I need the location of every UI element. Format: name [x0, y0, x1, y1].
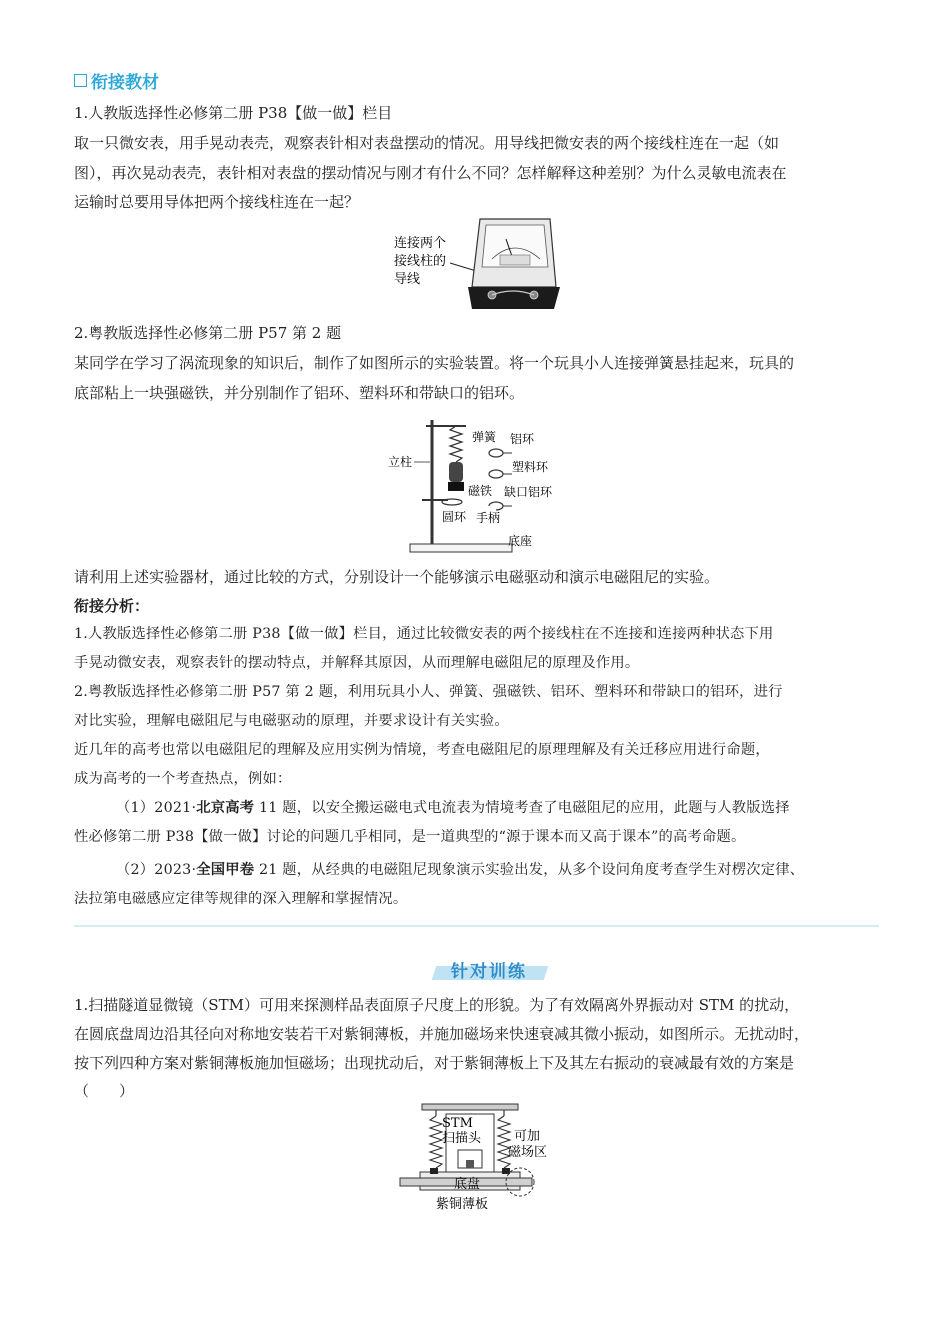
- example-2-line-2: 法拉第电磁感应定律等规律的深入理解和掌握情况。: [74, 891, 408, 907]
- label-disk: 底盘: [454, 1177, 481, 1192]
- analysis-line-6: 成为高考的一个考查热点，例如：: [74, 771, 292, 787]
- example-2-source: 全国甲卷: [196, 862, 255, 878]
- question-1-line-2: 在圆底盘周边沿其径向对称地安装若干对紫铜薄板，并施加磁场来快速衰减其微小振动，如图所示。无扰动时，: [74, 1025, 810, 1043]
- microammeter-figure: [388, 215, 568, 315]
- analysis-line-1: 1.人教版选择性必修第二册 P38【做一做】栏目，通过比较微安表的两个接线柱在不连接和连接两种状态下用: [74, 626, 774, 642]
- analysis-line-4: 对比实验，理解电磁阻尼与电磁驱动的原理，并要求设计有关实验。: [74, 713, 509, 729]
- training-title: 针对训练: [451, 962, 527, 982]
- label-gap-ring: 缺口铝环: [504, 485, 553, 499]
- label-base: 底座: [508, 534, 533, 548]
- label-plastic-ring: 塑料环: [512, 460, 549, 474]
- example-1-line-2: 性必修第二册 P38【做一做】讨论的问题几乎相同，是一道典型的“源于课本而又高于课本”的高考命题。: [74, 829, 746, 845]
- example-2-rest: 21 题，从经典的电磁阻尼现象演示实验出发，从多个设问角度考查学生对楞次定律、: [254, 862, 805, 878]
- item2-line-1: 某同学在学习了涡流现象的知识后，制作了如图所示的实验装置。将一个玩具小人连接弹簧悬挂起来，玩具的: [74, 354, 795, 372]
- analysis-line-2: 手晃动微安表，观察表针的摆动特点，并解释其原因，从而理解电磁阻尼的原理及作用。: [74, 655, 640, 671]
- example-1-line-1: [116, 793, 790, 823]
- section-title: 衔接教材: [91, 73, 159, 93]
- analysis-line-5: 近几年的高考也常以电磁阻尼的理解及应用实例为情境，考查电磁阻尼的原理理解及有关迁移应用进行命题，: [74, 742, 770, 758]
- label-copper-plate: 紫铜薄板: [436, 1197, 489, 1212]
- example-1-source: 北京高考: [196, 800, 255, 816]
- section-divider: [74, 925, 879, 927]
- label-pole: 立柱: [388, 455, 413, 469]
- question-1-line-4: （ ）: [74, 1082, 135, 1100]
- label-magnetic-zone-1: 可加: [514, 1129, 541, 1144]
- label-magnet: 磁铁: [468, 484, 493, 498]
- example-1-rest: 11 题，以安全搬运磁电式电流表为情境考查了电磁阻尼的应用，此题与人教版选择: [254, 800, 790, 816]
- analysis-heading: 衔接分析：: [74, 597, 150, 615]
- example-2-prefix: （2）2023·: [116, 862, 197, 878]
- item1-line-3: 运输时总要用导体把两个接线柱连在一起？: [74, 193, 360, 211]
- section-heading: [74, 68, 159, 93]
- label-al-ring: 铝环: [510, 432, 535, 446]
- spring-magnet-figure: [386, 416, 572, 556]
- training-heading: [430, 956, 548, 984]
- item2-line-2: 底部粘上一块强磁铁，并分别制作了铝环、塑料环和带缺口的铝环。: [74, 384, 525, 402]
- stm-figure: [396, 1102, 556, 1218]
- item2-heading: 2.粤教版选择性必修第二册 P57 第 2 题: [74, 324, 342, 342]
- label-magnetic-zone-2: 磁场区: [508, 1145, 548, 1160]
- example-1-prefix: （1）2021·: [116, 800, 197, 816]
- figure1-label-line-3: 导线: [394, 272, 421, 287]
- analysis-line-3: 2.粤教版选择性必修第二册 P57 第 2 题，利用玩具小人、弹簧、强磁铁、铝环、塑料环和带缺口的铝环，进行: [74, 684, 783, 700]
- label-ring: 圆环: [442, 510, 467, 524]
- example-2-line-1: [116, 855, 804, 885]
- question-1-line-1: 1.扫描隧道显微镜（STM）可用来探测样品表面原子尺度上的形貌。为了有效隔离外界振动对 STM 的扰动，: [74, 996, 800, 1014]
- label-handle: 手柄: [476, 511, 501, 525]
- item1-line-2: 图），再次晃动表壳，表针相对表盘的摆动情况与刚才有什么不同？怎样解释这种差别？为什么灵敏电流表在: [74, 164, 787, 182]
- label-spring: 弹簧: [472, 430, 497, 444]
- figure1-label-line-2: 接线柱的: [394, 254, 447, 269]
- label-stm: STM: [442, 1116, 473, 1131]
- label-scan-head: 扫描头: [442, 1131, 482, 1146]
- question-1-line-3: 按下列四种方案对紫铜薄板施加恒磁场；出现扰动后，对于紫铜薄板上下及其左右振动的衰减最有效的方案是: [74, 1054, 795, 1072]
- item2-task: 请利用上述实验器材，通过比较的方式，分别设计一个能够演示电磁驱动和演示电磁阻尼的实验。: [74, 568, 720, 586]
- item1-line-1: 取一只微安表，用手晃动表壳，观察表针相对表盘摆动的情况。用导线把微安表的两个接线柱连在一起（如: [74, 134, 780, 152]
- item1-heading: 1.人教版选择性必修第二册 P38【做一做】栏目: [74, 104, 393, 122]
- figure1-label-line-1: 连接两个: [394, 236, 447, 251]
- square-icon: [74, 74, 87, 87]
